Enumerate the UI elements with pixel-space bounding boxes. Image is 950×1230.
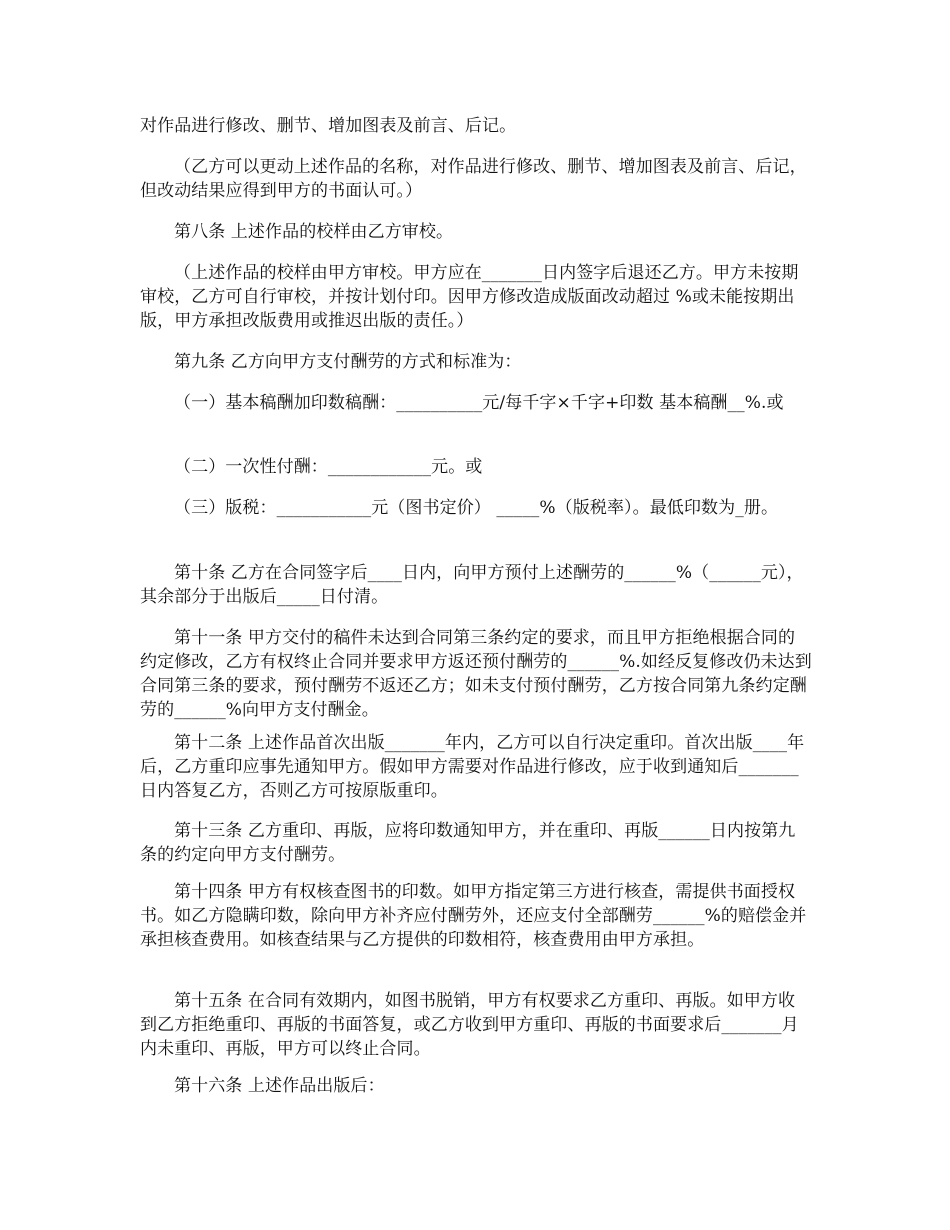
paragraph-article-8: 第八条 上述作品的校样由乙方审校。 [174,222,454,242]
paragraph-article-9: 第九条 乙方向甲方支付酬劳的方式和标准为： [174,352,522,372]
paragraph-article-16: 第十六条 上述作品出版后： [174,1076,385,1096]
paragraph-article-9-option-3: （三）版税：___________元（图书定价） _____%（版税率）。最低印数为_册。 [174,498,779,518]
paragraph-alt-modification: （乙方可以更动上述作品的名称，对作品进行修改、删节、增加图表及前言、后记，但改动结果应得到甲方的书面认可。） [140,157,807,201]
paragraph-article-14: 第十四条 甲方有权核查图书的印数。如甲方指定第三方进行核查，需提供书面授权书。如乙方隐瞒印数，除向甲方补齐应付酬劳外，还应支付全部酬劳______%的赔偿金并承担核查费用。如核查结果与乙方提供的印数相符，核查费用由甲方承担。 [140,882,807,950]
paragraph-article-13: 第十三条 乙方重印、再版，应将印数通知甲方，并在重印、再版______日内按第九条的约定向甲方支付酬劳。 [140,821,796,865]
paragraph-article-10: 第十条 乙方在合同签字后____日内，向甲方预付上述酬劳的______%（______元），其余部分于出版后_____日付清。 [140,563,804,607]
paragraph-continuation: 对作品进行修改、删节、增加图表及前言、后记。 [140,116,517,136]
paragraph-article-9-option-2: （二）一次性付酬：____________元。或 [174,457,483,477]
paragraph-article-9-option-1: （一）基本稿酬加印数稿酬：__________元/每千字×千字+印数 基本稿酬__%.或 [174,393,784,413]
paragraph-article-12: 第十二条 上述作品首次出版_______年内，乙方可以自行决定重印。首次出版____年后，乙方重印应事先通知甲方。假如甲方需要对作品进行修改，应于收到通知后_______日内答复乙方，否则乙方可按原版重印。 [140,733,805,801]
paragraph-article-11: 第十一条 甲方交付的稿件未达到合同第三条约定的要求，而且甲方拒绝根据合同的约定修改，乙方有权终止合同并要求甲方返还预付酬劳的______%.如经反复修改仍未达到合同第三条的要求，预付酬劳不返还乙方；如未支付预付酬劳，乙方按合同第九条约定酬劳的______%向甲方支付酬金。 [140,628,812,720]
paragraph-alt-proofreading: （上述作品的校样由甲方审校。甲方应在_______日内签字后退还乙方。甲方未按期审校，乙方可自行审校，并按计划付印。因甲方修改造成版面改动超过 %或未能按期出版，甲方承担改版费用或推迟出版的责任。） [140,263,799,331]
paragraph-article-15: 第十五条 在合同有效期内，如图书脱销，甲方有权要求乙方重印、再版。如甲方收到乙方拒绝重印、再版的书面答复，或乙方收到甲方重印、再版的书面要求后_______月内未重印、再版，甲方可以终止合同。 [140,991,799,1059]
